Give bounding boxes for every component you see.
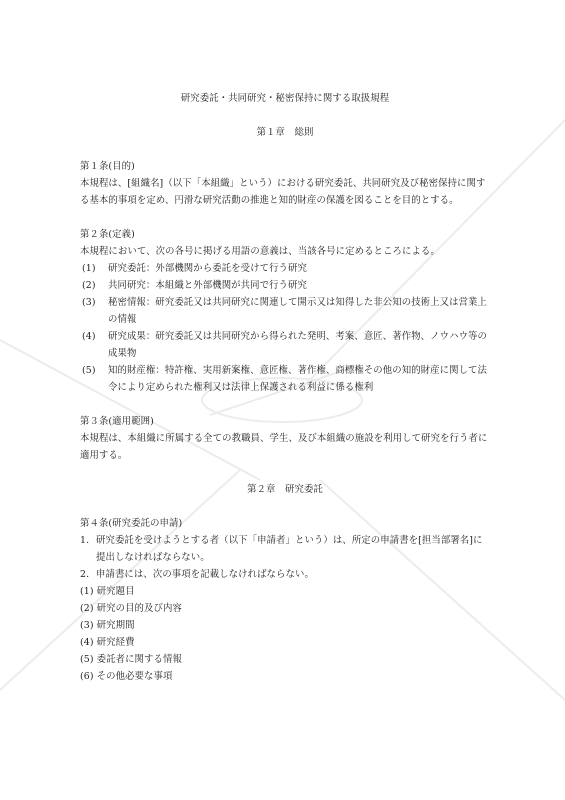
chapter-1-heading: 第１章 総則 bbox=[256, 127, 314, 138]
document-body bbox=[80, 90, 490, 702]
article-2-heading: 第２条(定義) bbox=[80, 229, 135, 240]
item-number: (5) bbox=[82, 365, 96, 376]
item-number: 2. bbox=[80, 569, 90, 580]
sub-item: (4) 研究経費 bbox=[80, 637, 135, 648]
list-item bbox=[80, 328, 490, 362]
article-2-body: 本規程において、次の各号に掲げる用語の意義は、当該各号に定めるところによる。 bbox=[80, 246, 440, 257]
article-3 bbox=[80, 413, 490, 464]
sub-item: (3) 研究期間 bbox=[80, 620, 135, 631]
sub-item: (5) 委託者に関する情報 bbox=[80, 654, 182, 665]
list-item bbox=[80, 260, 490, 277]
sub-item: (2) 研究の目的及び内容 bbox=[80, 603, 182, 614]
sub-item: (1) 研究題目 bbox=[80, 586, 135, 597]
definition-list bbox=[80, 260, 490, 396]
item-text: 研究委託を受けようとする者（以下「申請者」という）は、所定の申請書を[担当部署名]に提出しなければならない。 bbox=[96, 535, 483, 563]
document-title: 研究委託・共同研究・秘密保持に関する取扱規程 bbox=[180, 93, 390, 104]
item-text: 申請書には、次の事項を記載しなければならない。 bbox=[96, 569, 314, 580]
sub-item: (6) その他必要な事項 bbox=[80, 671, 173, 682]
article-3-heading: 第３条(適用範囲) bbox=[80, 416, 154, 427]
item-number: 1. bbox=[80, 535, 90, 546]
item-number: (2) bbox=[82, 280, 96, 291]
list-item bbox=[80, 532, 490, 566]
article-1-heading: 第１条(目的) bbox=[80, 161, 135, 172]
article-4 bbox=[80, 515, 490, 685]
item-number: (1) bbox=[82, 263, 96, 274]
item-text: 秘密情報：研究委託又は共同研究に関連して開示又は知得した非公知の技術上又は営業上の情報 bbox=[108, 297, 488, 325]
article-1 bbox=[80, 158, 490, 209]
item-text: 共同研究：本組織と外部機関が共同で行う研究 bbox=[108, 280, 307, 291]
list-item bbox=[80, 294, 490, 328]
list-item bbox=[80, 277, 490, 294]
item-text: 知的財産権：特許権、実用新案権、意匠権、著作権、商標権その他の知的財産に関して法令により定められた権利又は法律上保護される利益に係る権利 bbox=[108, 365, 488, 393]
article-4-heading: 第４条(研究委託の申請) bbox=[80, 518, 183, 529]
item-text: 研究委託：外部機関から委託を受けて行う研究 bbox=[108, 263, 307, 274]
list-item bbox=[80, 566, 490, 583]
item-text: 研究成果：研究委託又は共同研究から得られた発明、考案、意匠、著作物、ノウハウ等の成果物 bbox=[108, 331, 488, 359]
article-2 bbox=[80, 226, 490, 396]
list-item bbox=[80, 362, 490, 396]
item-number: (3) bbox=[82, 297, 96, 308]
numbered-list bbox=[80, 532, 490, 583]
article-1-body: 本規程は、[組織名]（以下「本組織」という）における研究委託、共同研究及び秘密保持に関する基本的事項を定め、円滑な研究活動の推進と知的財産の保護を図ることを目的とする。 bbox=[80, 178, 486, 206]
item-number: (4) bbox=[82, 331, 96, 342]
chapter-2-heading: 第２章 研究委託 bbox=[247, 484, 323, 495]
article-3-body: 本規程は、本組織に所属する全ての教職員、学生、及び本組織の施設を利用して研究を行う者に適用する。 bbox=[80, 433, 488, 461]
